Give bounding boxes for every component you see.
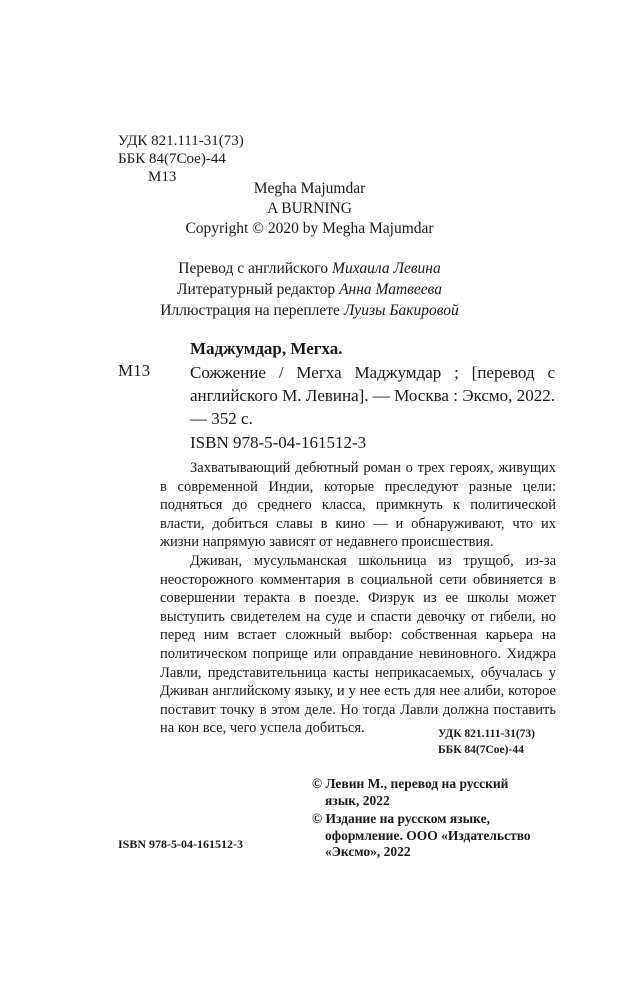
copyright-edition: © Издание на русском языке, xyxy=(312,811,490,826)
author-mark: М13 xyxy=(148,169,177,185)
annotation-paragraph: Дживан, мусульманская школьница из трущоб, из-за неосторожного комментария в социальной сети обвиняется в совершении теракта в поезде. Физрук из ее школы может выступить свидетелем на суде и спасти девочку от гибели, но перед ним встает сложный выбор: собственная карьера на политическом поприще или оправдание невиновного. Хиджра Лавли, представительница касты неприкасаемых, обучалась у Дживан английскому языку, и у нее есть для нее алиби, которое поставит точку в этом деле. Но тогда Лавли должна поставить на кон все, чего успела добиться. xyxy=(160,552,556,737)
original-title: A BURNING xyxy=(267,200,352,217)
copyright-notices: © Левин М., перевод на русский язык, 2022 © Издание на русском языке, оформление. ООО «Издательство «Эксмо», 2022 xyxy=(312,776,552,861)
bbk-code: ББК 84(7Сое)-44 xyxy=(118,151,226,167)
catalog-mark: М13 xyxy=(118,361,151,380)
catalog-isbn: ISBN 978-5-04-161512-3 xyxy=(190,433,367,452)
bottom-codes xyxy=(438,726,535,758)
original-copyright: Copyright © 2020 by Megha Majumdar xyxy=(185,220,434,237)
original-author: Megha Majumdar xyxy=(253,180,366,197)
bbk-code-bottom: ББК 84(7Сое)-44 xyxy=(438,744,524,756)
annotation xyxy=(160,459,556,738)
udk-code: УДК 821.111-31(73) xyxy=(118,133,244,149)
isbn-bottom: ISBN 978-5-04-161512-3 xyxy=(118,837,243,851)
credits-block xyxy=(0,258,619,321)
copyright-translation: © Левин М., перевод на русский xyxy=(312,776,509,791)
credit-illustrator: Иллюстрация на переплете Луизы Бакировой xyxy=(160,302,459,319)
annotation-paragraph: Захватывающий дебютный роман о трех героях, живущих в современной Индии, которые преследуют разные цели: подняться до среднего класса, примкнуть к политической власти, добиться славы в кино — и обнаруживают, что их жизни напрямую зависят от недавнего происшествия. xyxy=(160,460,556,551)
classification-codes xyxy=(118,132,244,186)
udk-code-bottom: УДК 821.111-31(73) xyxy=(438,728,535,740)
catalog-description: Сожжение / Мегха Маджумдар ; [перевод с английского М. Левина]. — Москва : Эксмо, 2022. — 352 с. xyxy=(190,363,555,428)
credit-editor: Литературный редактор Анна Матвеева xyxy=(176,281,443,298)
catalog-heading: Маджумдар, Мегха. xyxy=(190,339,343,358)
credit-translator: Перевод с английского Михаила Левина xyxy=(178,260,441,277)
